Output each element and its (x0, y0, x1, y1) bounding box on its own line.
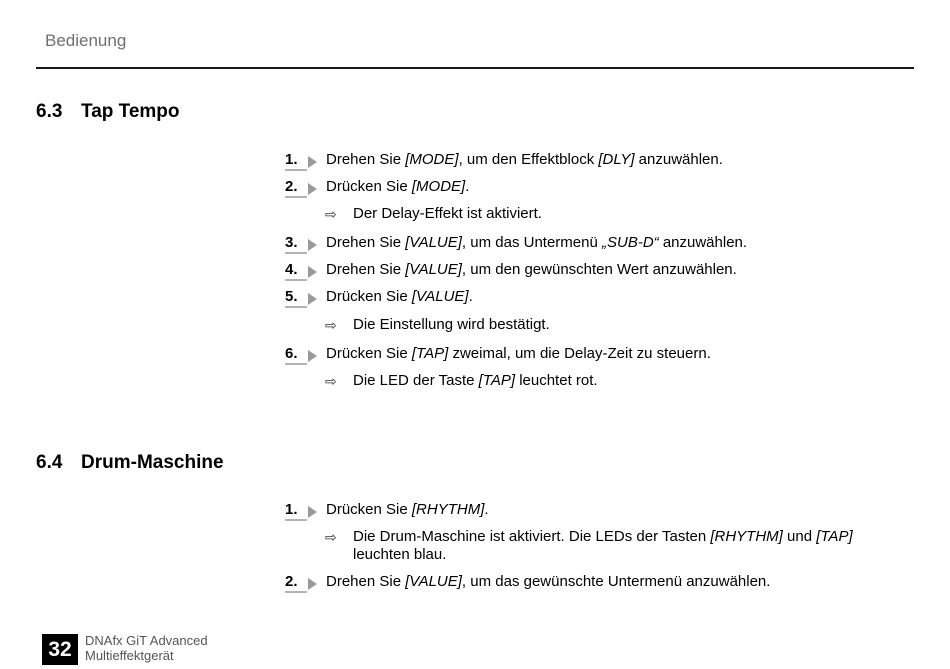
header-divider (36, 67, 914, 69)
arrow-right-icon (308, 350, 317, 362)
result-text: Die Drum-Maschine ist aktiviert. Die LEDs der Tasten [RHYTHM] und [TAP] leuchten blau. (353, 528, 853, 563)
result-text: Die Einstellung wird bestätigt. (353, 316, 550, 333)
arrow-right-icon (308, 293, 317, 305)
result-arrow-icon: ⇨ (325, 373, 337, 389)
arrow-right-icon (308, 266, 317, 278)
section-heading-tap-tempo (36, 101, 180, 123)
step-number: 2. (285, 178, 307, 198)
arrow-right-icon (308, 578, 317, 590)
result-arrow-icon: ⇨ (325, 529, 337, 545)
step-text: Drücken Sie [TAP] zweimal, um die Delay-Zeit zu steuern. (326, 345, 711, 362)
step-number: 1. (285, 151, 307, 171)
result-arrow-icon: ⇨ (325, 317, 337, 333)
arrow-right-icon (308, 239, 317, 251)
result-arrow-icon: ⇨ (325, 206, 337, 222)
result-text: Die LED der Taste [TAP] leuchtet rot. (353, 372, 598, 389)
arrow-right-icon (308, 183, 317, 195)
step-number: 1. (285, 501, 307, 521)
section-title: Tap Tempo (81, 101, 180, 122)
footer-subtitle: Multieffektgerät (85, 648, 174, 663)
step-number: 6. (285, 345, 307, 365)
result-text: Der Delay-Effekt ist aktiviert. (353, 205, 542, 222)
step-text: Drücken Sie [RHYTHM]. (326, 501, 489, 518)
arrow-right-icon (308, 506, 317, 518)
running-header: Bedienung (45, 31, 127, 50)
step-number: 2. (285, 573, 307, 593)
step-text: Drehen Sie [VALUE], um das gewünschte Untermenü anzuwählen. (326, 573, 771, 590)
step-text: Drücken Sie [VALUE]. (326, 288, 473, 305)
page-number: 32 (42, 634, 78, 665)
step-number: 4. (285, 261, 307, 281)
section-number: 6.4 (36, 452, 63, 473)
section-heading-drum-maschine (36, 452, 224, 474)
section-number: 6.3 (36, 101, 63, 122)
step-text: Drehen Sie [VALUE], um das Untermenü „SUB-D“ anzuwählen. (326, 234, 748, 251)
step-text: Drehen Sie [VALUE], um den gewünschten Wert anzuwählen. (326, 261, 737, 278)
arrow-right-icon (308, 156, 317, 168)
step-text: Drehen Sie [MODE], um den Effektblock [DLY] anzuwählen. (326, 151, 723, 168)
section-title: Drum-Maschine (81, 452, 224, 473)
step-number: 5. (285, 288, 307, 308)
footer-product: DNAfx GiT Advanced (85, 633, 208, 648)
step-text: Drücken Sie [MODE]. (326, 178, 470, 195)
step-number: 3. (285, 234, 307, 254)
